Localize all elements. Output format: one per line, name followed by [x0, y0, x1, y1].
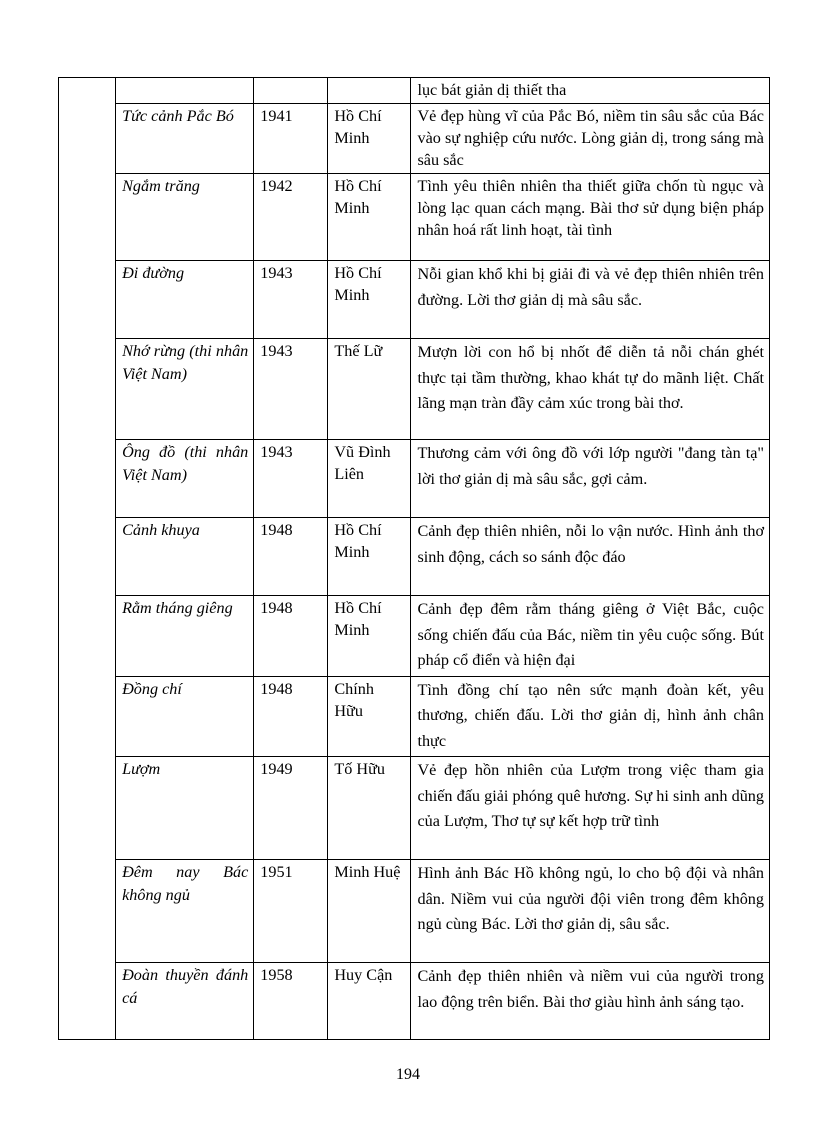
year-cell — [254, 78, 328, 104]
page-number: 194 — [396, 1066, 420, 1083]
content-cell: Cảnh đẹp đêm rằm tháng giêng ở Việt Bắc, cuộc sống chiến đấu của Bác, niềm tin yêu cuộc sống. Bút pháp cổ điển và hiện đại — [411, 596, 770, 677]
year-cell: 1943 — [254, 261, 328, 339]
table-row — [59, 174, 770, 261]
content-cell: Thương cảm với ông đồ với lớp người "đang tàn tạ" lời thơ giản dị mà sâu sắc, gợi cảm. — [411, 440, 770, 518]
content-cell: Vẻ đẹp hồn nhiên của Lượm trong việc tham gia chiến đấu giải phóng quê hương. Sự hi sinh anh dũng của Lượm, Thơ tự sự kết hợp trữ tình — [411, 757, 770, 860]
work-title-cell: Đêm nay Bác không ngủ — [116, 860, 254, 963]
content-cell: lục bát giản dị thiết tha — [411, 78, 770, 104]
table-row — [59, 440, 770, 518]
table-row — [59, 596, 770, 677]
author-cell: Hồ Chí Minh — [328, 174, 411, 261]
author-cell: Thế Lữ — [328, 339, 411, 440]
year-cell: 1942 — [254, 174, 328, 261]
year-cell: 1958 — [254, 963, 328, 1040]
year-cell: 1949 — [254, 757, 328, 860]
year-cell: 1941 — [254, 104, 328, 174]
content-cell: Tình yêu thiên nhiên tha thiết giữa chốn tù ngục và lòng lạc quan cách mạng. Bài thơ sử dụng biện pháp nhân hoá rất linh hoạt, tài tình — [411, 174, 770, 261]
author-cell: Chính Hữu — [328, 676, 411, 757]
author-cell: Minh Huệ — [328, 860, 411, 963]
work-title-cell: Lượm — [116, 757, 254, 860]
author-cell: Huy Cận — [328, 963, 411, 1040]
table-row — [59, 518, 770, 596]
work-title-cell: Ngắm trăng — [116, 174, 254, 261]
author-cell: Hồ Chí Minh — [328, 518, 411, 596]
work-title-cell: Đồng chí — [116, 676, 254, 757]
year-cell: 1951 — [254, 860, 328, 963]
work-title-cell: Nhớ rừng (thi nhân Việt Nam) — [116, 339, 254, 440]
author-cell: Hồ Chí Minh — [328, 261, 411, 339]
content-cell: Hình ảnh Bác Hồ không ngủ, lo cho bộ đội và nhân dân. Niềm vui của người đội viên trong đêm không ngủ cùng Bác. Lời thơ giản dị, sâu sắc. — [411, 860, 770, 963]
work-title-cell: Đoàn thuyền đánh cá — [116, 963, 254, 1040]
year-cell: 1943 — [254, 440, 328, 518]
table-row — [59, 757, 770, 860]
year-cell: 1948 — [254, 596, 328, 677]
author-cell: Hồ Chí Minh — [328, 596, 411, 677]
work-title-cell: Ông đồ (thi nhân Việt Nam) — [116, 440, 254, 518]
work-title-cell — [116, 78, 254, 104]
table-row — [59, 963, 770, 1040]
content-cell: Vẻ đẹp hùng vĩ của Pắc Bó, niềm tin sâu sắc của Bác vào sự nghiệp cứu nước. Lòng giản dị, trong sáng mà sâu sắc — [411, 104, 770, 174]
table-row — [59, 676, 770, 757]
year-cell: 1948 — [254, 518, 328, 596]
content-cell: Cảnh đẹp thiên nhiên và niềm vui của người trong lao động trên biển. Bài thơ giàu hình ảnh sáng tạo. — [411, 963, 770, 1040]
content-cell: Tình đồng chí tạo nên sức mạnh đoàn kết, yêu thương, chiến đấu. Lời thơ giản dị, hình ảnh chân thực — [411, 676, 770, 757]
table-row — [59, 860, 770, 963]
author-cell: Tố Hữu — [328, 757, 411, 860]
year-cell: 1948 — [254, 676, 328, 757]
table-row — [59, 339, 770, 440]
work-title-cell: Cảnh khuya — [116, 518, 254, 596]
leftmost-merged-column — [59, 78, 116, 1040]
author-cell: Vũ Đình Liên — [328, 440, 411, 518]
content-cell: Nỗi gian khổ khi bị giải đi và vẻ đẹp thiên nhiên trên đường. Lời thơ giản dị mà sâu sắc. — [411, 261, 770, 339]
literary-works-table — [58, 77, 770, 1040]
content-cell: Mượn lời con hổ bị nhốt để diễn tả nỗi chán ghét thực tại tầm thường, khao khát tự do mãnh liệt. Chất lãng mạn tràn đầy cảm xúc trong bài thơ. — [411, 339, 770, 440]
author-cell — [328, 78, 411, 104]
content-cell: Cảnh đẹp thiên nhiên, nỗi lo vận nước. Hình ảnh thơ sinh động, cách so sánh độc đáo — [411, 518, 770, 596]
table-row — [59, 261, 770, 339]
work-title-cell: Rằm tháng giêng — [116, 596, 254, 677]
table-row — [59, 78, 770, 104]
work-title-cell: Tức cảnh Pắc Bó — [116, 104, 254, 174]
year-cell: 1943 — [254, 339, 328, 440]
work-title-cell: Đi đường — [116, 261, 254, 339]
table-row — [59, 104, 770, 174]
author-cell: Hồ Chí Minh — [328, 104, 411, 174]
